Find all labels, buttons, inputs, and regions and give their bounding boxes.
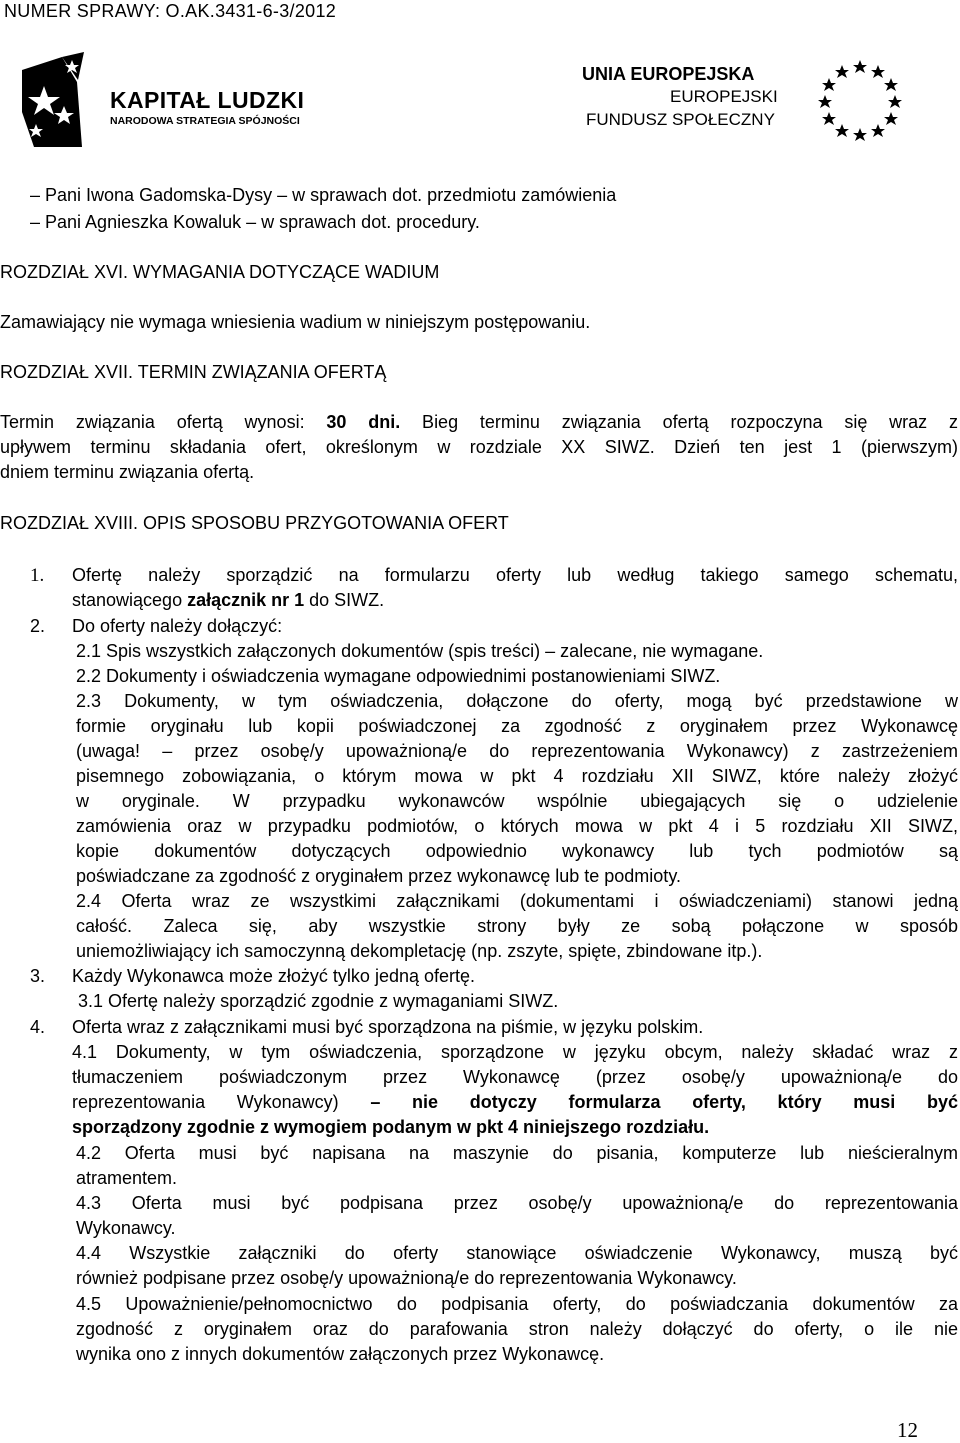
item-2-3-line-8: poświadczane za zgodność z oryginałem przez wykonawcę lub te podmioty. (76, 866, 681, 886)
section-17-line-2: upływem terminu składania ofert, określonym w rozdziale XX SIWZ. Dzień ten jest 1 (pierwszym) (0, 437, 958, 457)
item-4-5-line-3: wynika ono z innych dokumentów załączonych przez Wykonawcę. (76, 1344, 605, 1364)
section-17-line-3: dniem terminu związania ofertą. (0, 462, 255, 482)
item-2-number: 2. (30, 616, 46, 636)
section-17-title: ROZDZIAŁ XVII. TERMIN ZWIĄZANIA OFERTĄ (0, 362, 387, 382)
item-1-line-2 (72, 588, 384, 613)
item-2-3-line-3: (uwaga! – przez osobę/y upoważnioną/e do reprezentowania Wykonawcy) z zastrzeżeniem (76, 741, 958, 761)
item-4-1-line-3b: – nie dotyczy formularza oferty, który musi być (370, 1092, 958, 1112)
kl-title: KAPITAŁ LUDZKI (110, 87, 305, 113)
page-number: 12 (897, 1418, 918, 1442)
eu-line-3: FUNDUSZ SPOŁECZNY (586, 110, 775, 129)
item-2-3-line-7: kopie dokumentów dotyczących odpowiednio wykonawcy lub tych podmiotów są (76, 841, 958, 861)
item-4-3-line-2: Wykonawcy. (76, 1218, 176, 1238)
item-4-4-line-2: również podpisane przez osobę/y upoważnioną/e do reprezentowania Wykonawcy. (76, 1268, 737, 1288)
eu-flag-icon (805, 52, 915, 142)
item-4-3-line-1: 4.3 Oferta musi być podpisana przez osobę/y upoważnioną/e do reprezentowania (76, 1193, 958, 1213)
eu-line-1: UNIA EUROPEJSKA (582, 64, 755, 84)
contact-line-1: – Pani Iwona Gadomska-Dysy – w sprawach dot. przedmiotu zamówienia (30, 185, 617, 205)
item-2-1: 2.1 Spis wszystkich załączonych dokumentów (spis treści) – zalecane, nie wymagane. (76, 641, 764, 661)
item-1-line-2a: stanowiącego (72, 590, 188, 610)
item-3-text: Każdy Wykonawca może złożyć tylko jedną ofertę. (72, 966, 476, 986)
item-2-2: 2.2 Dokumenty i oświadczenia wymagane odpowiednimi postanowieniami SIWZ. (76, 666, 721, 686)
section-18-title: ROZDZIAŁ XVIII. OPIS SPOSOBU PRZYGOTOWANIA OFERT (0, 513, 509, 533)
s17-line-1c: Bieg terminu związania ofertą rozpoczyna się wraz z (400, 412, 958, 432)
s17-line-1a: Termin związania ofertą wynosi: (0, 412, 327, 432)
item-1-line-1: Ofertę należy sporządzić na formularzu oferty lub według takiego samego schematu, (72, 565, 958, 585)
case-number: NUMER SPRAWY: O.AK.3431-6-3/2012 (4, 1, 337, 21)
item-4-1-line-2: tłumaczeniem poświadczonym przez Wykonawcę (przez osobę/y upoważnioną/e do (72, 1067, 958, 1087)
item-4-1-line-3a: reprezentowania Wykonawcy) (72, 1092, 371, 1112)
item-3-number: 3. (30, 966, 46, 986)
item-4-2-line-2: atramentem. (76, 1168, 178, 1188)
kl-subtitle: NARODOWA STRATEGIA SPÓJNOŚCI (110, 115, 300, 127)
attachment-1-ref: załącznik nr 1 (187, 590, 305, 610)
kapital-ludzki-stars-icon (22, 52, 112, 147)
item-2-4-line-1: 2.4 Oferta wraz ze wszystkimi załącznikami (dokumentami i oświadczeniami) stanowi jedną (76, 891, 958, 911)
section-16-text: Zamawiający nie wymaga wniesienia wadium w niniejszym postępowaniu. (0, 312, 591, 332)
item-1-line-2c: do SIWZ. (304, 590, 385, 610)
section-16-title: ROZDZIAŁ XVI. WYMAGANIA DOTYCZĄCE WADIUM (0, 262, 440, 282)
item-2-3-line-6: zamówienia oraz w przypadku podmiotów, o których mowa w pkt 4 i 5 rozdziału XII SIWZ, (76, 816, 958, 836)
item-1-number: 1. (30, 565, 45, 586)
item-4-4-line-1: 4.4 Wszystkie załączniki do oferty stanowiące oświadczenie Wykonawcy, muszą być (76, 1243, 958, 1263)
kapital-ludzki-logo (22, 52, 352, 152)
item-2-text: Do oferty należy dołączyć: (72, 616, 283, 636)
item-4-5-line-2: zgodność z oryginałem oraz do parafowania stron należy dołączyć do oferty, o ile nie (76, 1319, 958, 1339)
section-17-line-1 (0, 410, 958, 435)
eu-line-2: EUROPEJSKI (670, 87, 778, 106)
item-4-1-line-4: sporządzony zgodnie z wymogiem podanym w pkt 4 niniejszego rozdziału. (72, 1117, 710, 1137)
item-2-3-line-5: w oryginale. W przypadku wykonawców wspólnie ubiegających się o udzielenie (76, 791, 958, 811)
item-4-1-line-3 (72, 1090, 958, 1115)
item-4-text: Oferta wraz z załącznikami musi być sporządzona na piśmie, w języku polskim. (72, 1017, 704, 1037)
item-2-3-line-1: 2.3 Dokumenty, w tym oświadczenia, dołączone do oferty, mogą być przedstawione w (76, 691, 958, 711)
item-4-2-line-1: 4.2 Oferta musi być napisana na maszynie do pisania, komputerze lub nieścieralnym (76, 1143, 958, 1163)
item-4-number: 4. (30, 1017, 46, 1037)
item-2-4-line-2: całość. Zaleca się, aby wszystkie strony były ze sobą połączone w sposób (76, 916, 958, 936)
item-2-4-line-3: uniemożliwiający ich samoczynną dekompletację (np. zszyte, spięte, zbindowane itp.). (76, 941, 763, 961)
item-4-1-line-1: 4.1 Dokumenty, w tym oświadczenia, sporządzone w języku obcym, należy składać wraz z (72, 1042, 958, 1062)
term-30-days: 30 dni. (326, 412, 401, 432)
item-3-1: 3.1 Ofertę należy sporządzić zgodnie z wymaganiami SIWZ. (78, 991, 559, 1011)
contact-line-2: – Pani Agnieszka Kowaluk – w sprawach dot. procedury. (30, 212, 480, 232)
item-4-5-line-1: 4.5 Upoważnienie/pełnomocnictwo do podpisania oferty, do poświadczania dokumentów za (76, 1294, 958, 1314)
item-2-3-line-2: formie oryginału lub kopii poświadczonej za zgodność z oryginałem przez Wykonawcę (76, 716, 958, 736)
item-2-3-line-4: pisemnego zobowiązania, o którym mowa w pkt 4 rozdziału XII SIWZ, które należy złożyć (76, 766, 958, 786)
